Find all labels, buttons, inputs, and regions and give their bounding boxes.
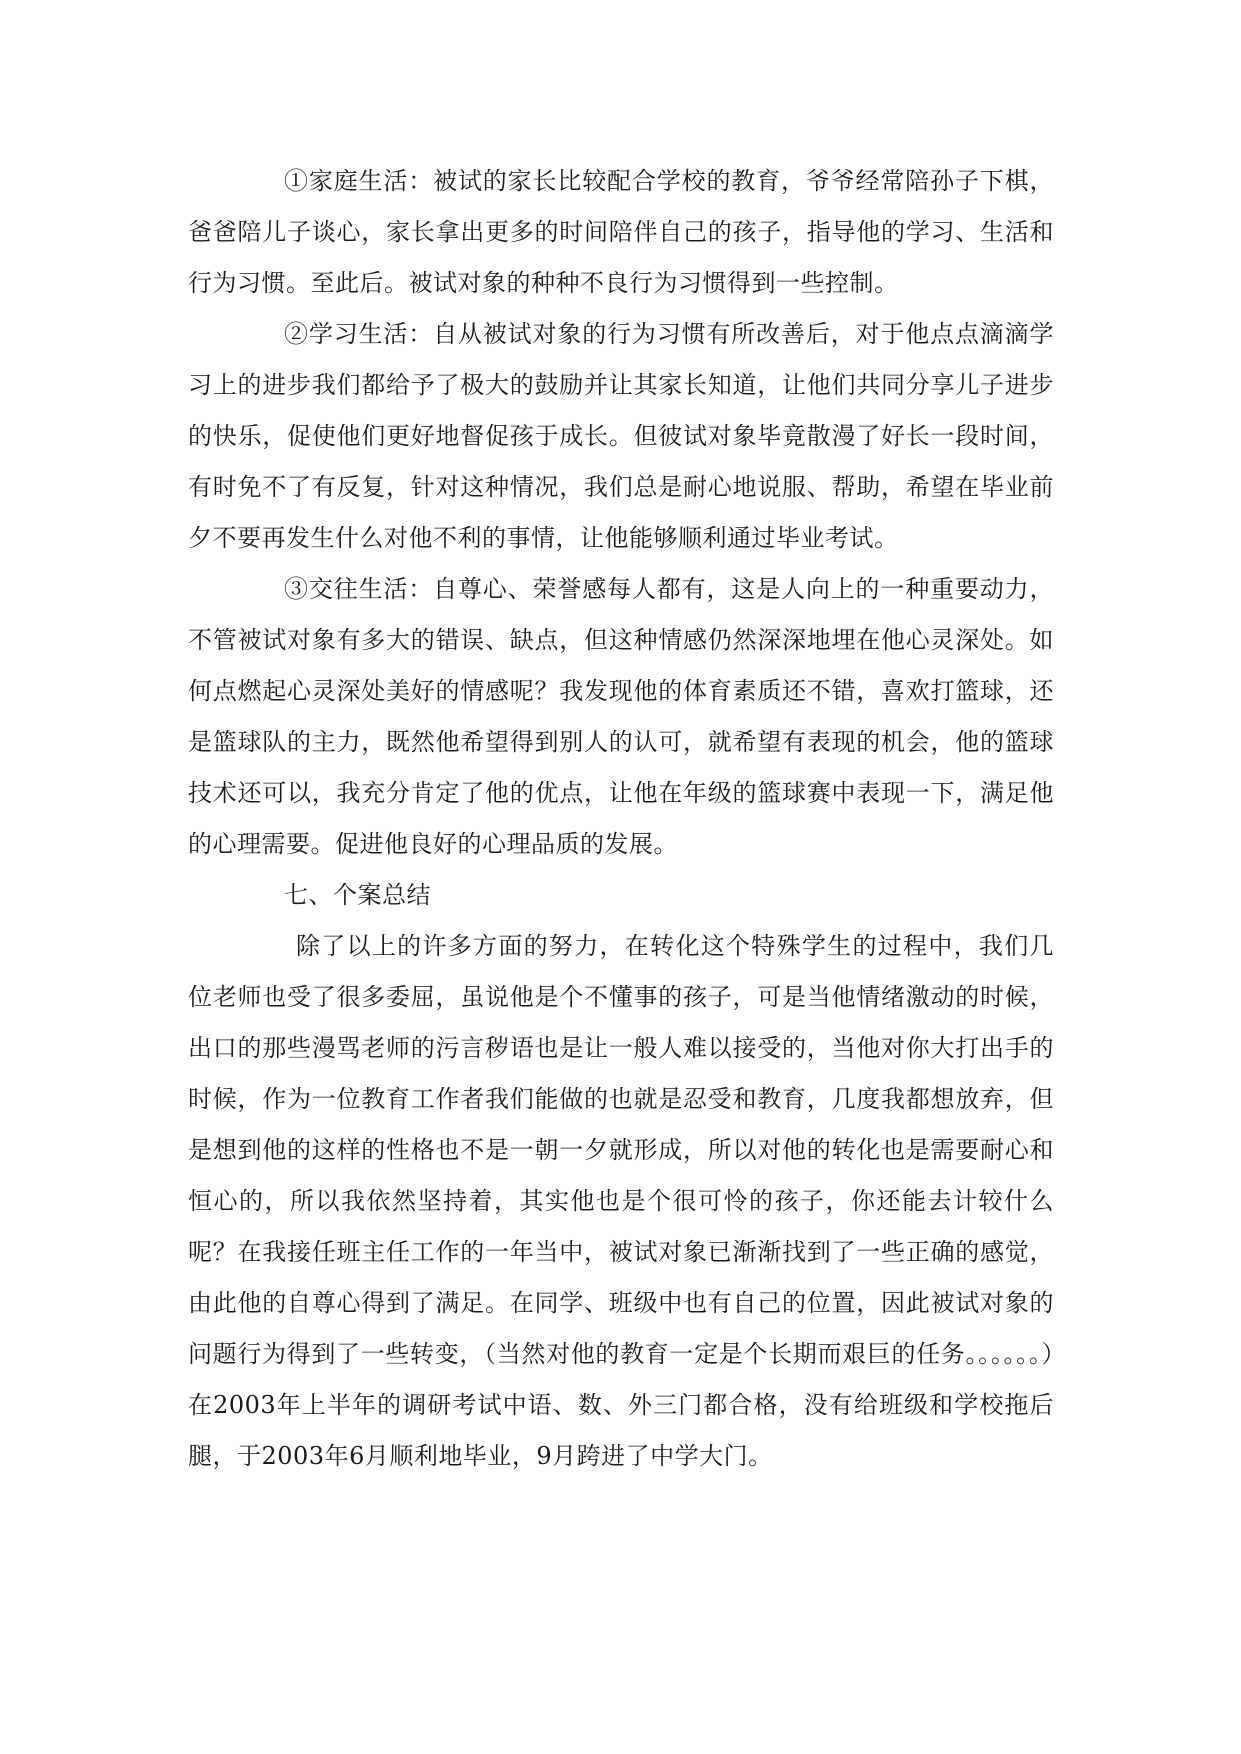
- paragraph-case-summary: 除了以上的许多方面的努力，在转化这个特殊学生的过程中，我们几位老师也受了很多委屈，虽说他是个不懂事的孩子，可是当他情绪激动的时候，出口的那些漫骂老师的污言秽语也是让一般人难以接受的，当他对你大打出手的时候，作为一位教育工作者我们能做的也就是忍受和教育，几度我都想放弃，但是想到他的这样的性格也不是一朝一夕就形成，所以对他的转化也是需要耐心和恒心的，所以我依然坚持着，其实他也是个很可怜的孩子，你还能去计较什么呢？在我接任班主任工作的一年当中，被试对象已渐渐找到了一些正确的感觉，由此他的自尊心得到了满足。在同学、班级中也有自己的位置，因此被试对象的问题行为得到了一些转变，（当然对他的教育一定是个长期而艰巨的任务。。。。。。）在2003年上半年的调研考试中语、数、外三门都合格，没有给班级和学校拖后腿，于2003年6月顺利地毕业，9月跨进了中学大门。: [188, 932, 1054, 1470]
- section-heading: 七、个案总结: [284, 881, 431, 909]
- paragraph-family-life: ①家庭生活：被试的家长比较配合学校的教育，爷爷经常陪孙子下棋，爸爸陪儿子谈心，家长拿出更多的时间陪伴自己的孩子，指导他的学习、生活和行为习惯。至此后。被试对象的种种不良行为习惯得到一些控制。: [188, 167, 1054, 297]
- paragraph-social-life: ③交往生活：自尊心、荣誉感每人都有，这是人向上的一种重要动力，不管被试对象有多大的错误、缺点，但这种情感仍然深深地埋在他心灵深处。如何点燃起心灵深处美好的情感呢？我发现他的体育素质还不错，喜欢打篮球，还是篮球队的主力，既然他希望得到别人的认可，就希望有表现的机会，他的篮球技术还可以，我充分肯定了他的优点，让他在年级的篮球赛中表现一下，满足他的心理需要。促进他良好的心理品质的发展。: [188, 575, 1054, 858]
- paragraph-study-life: ②学习生活：自从被试对象的行为习惯有所改善后，对于他点点滴滴学习上的进步我们都给予了极大的鼓励并让其家长知道，让他们共同分享儿子进步的快乐，促使他们更好地督促孩于成长。但彼试对象毕竟散漫了好长一段时间，有时免不了有反复，针对这种情况，我们总是耐心地说服、帮助，希望在毕业前夕不要再发生什么对他不利的事情，让他能够顺利通过毕业考试。: [188, 320, 1054, 552]
- document-page: [188, 156, 1054, 1482]
